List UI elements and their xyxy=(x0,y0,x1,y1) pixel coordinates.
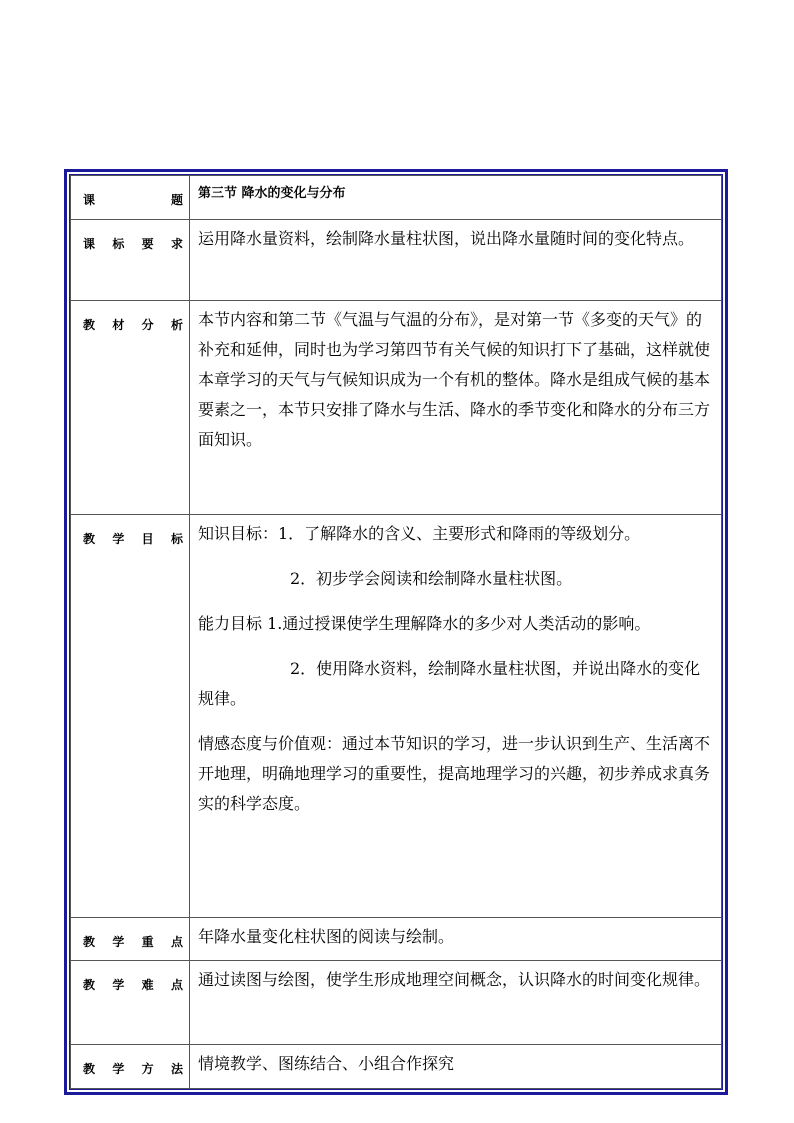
label-char: 法 xyxy=(170,1062,183,1076)
material-analysis-text: 本节内容和第二节《气温与气温的分布》，是对第一节《多变的天气》的补充和延伸，同时也为学习第四节有关气候的知识打下了基础，这样就使本章学习的天气与气候知识成为一个有机的整体。降水是组成气候的基本要素之一，本节只安排了降水与生活、降水的季节变化和降水的分布三方面知识。 xyxy=(198,310,711,449)
label-objectives xyxy=(71,515,190,918)
content-material-analysis xyxy=(190,301,722,515)
label-char: 学 xyxy=(112,532,125,546)
label-char: 教 xyxy=(83,532,96,546)
label-char: 题 xyxy=(170,193,183,207)
lesson-plan-table xyxy=(70,175,722,1089)
label-char: 学 xyxy=(112,1062,125,1076)
content-key-points: 年降水量变化柱状图的阅读与绘制。 xyxy=(190,918,722,961)
label-char: 点 xyxy=(170,935,183,949)
content-difficulties: 通过读图与绘图，使学生形成地理空间概念，认识降水的时间变化规律。 xyxy=(190,961,722,1045)
label-char: 重 xyxy=(141,935,154,949)
label-char: 要 xyxy=(141,237,154,251)
row-difficulties xyxy=(71,961,722,1045)
label-topic xyxy=(71,176,190,220)
label-char: 课 xyxy=(83,237,96,251)
label-standards xyxy=(71,220,190,301)
content-methods: 情境教学、图练结合、小组合作探究 xyxy=(190,1045,722,1089)
content-standards xyxy=(190,220,722,301)
knowledge-goal-1: 知识目标：1．了解降水的含义、主要形式和降雨的等级划分。 xyxy=(198,524,641,543)
row-objectives xyxy=(71,515,722,918)
label-char: 难 xyxy=(141,978,154,992)
knowledge-goal-2: 2．初步学会阅读和绘制降水量柱状图。 xyxy=(290,569,573,588)
label-char: 教 xyxy=(83,1062,96,1076)
label-char: 标 xyxy=(170,532,183,546)
row-key-points xyxy=(71,918,722,961)
label-key-points xyxy=(71,918,190,961)
content-objectives xyxy=(190,515,722,918)
row-standards xyxy=(71,220,722,301)
label-char: 标 xyxy=(112,237,125,251)
label-char: 教 xyxy=(83,978,96,992)
label-char: 目 xyxy=(141,532,154,546)
ability-goal-2: 2．使用降水资料，绘制降水量柱状图，并说出降水的变化规律。 xyxy=(198,659,701,708)
label-char: 教 xyxy=(83,935,96,949)
label-material-analysis xyxy=(71,301,190,515)
ability-goal-1: 能力目标 1.通过授课使学生理解降水的多少对人类活动的影响。 xyxy=(198,614,651,633)
label-char: 学 xyxy=(112,935,125,949)
label-char: 材 xyxy=(112,318,125,332)
label-methods xyxy=(71,1045,190,1089)
label-char: 分 xyxy=(141,318,154,332)
label-char: 学 xyxy=(112,978,125,992)
label-difficulties xyxy=(71,961,190,1045)
label-char: 方 xyxy=(141,1062,154,1076)
row-topic xyxy=(71,176,722,220)
lesson-plan-inner-border xyxy=(69,174,723,1090)
label-char: 教 xyxy=(83,318,96,332)
standards-text: 运用降水量资料，绘制降水量柱状图，说出降水量随时间的变化特点。 xyxy=(198,229,695,248)
label-char: 求 xyxy=(170,237,183,251)
row-methods xyxy=(71,1045,722,1089)
label-char: 点 xyxy=(170,978,183,992)
row-material-analysis xyxy=(71,301,722,515)
label-char: 课 xyxy=(83,193,96,207)
emotion-goal: 情感态度与价值观：通过本节知识的学习，进一步认识到生产、生活离不开地理，明确地理学习的重要性，提高地理学习的兴趣，初步养成求真务实的科学态度。 xyxy=(198,734,711,813)
label-char: 析 xyxy=(170,318,183,332)
content-topic: 第三节 降水的变化与分布 xyxy=(190,176,722,220)
lesson-plan-frame xyxy=(64,169,728,1095)
